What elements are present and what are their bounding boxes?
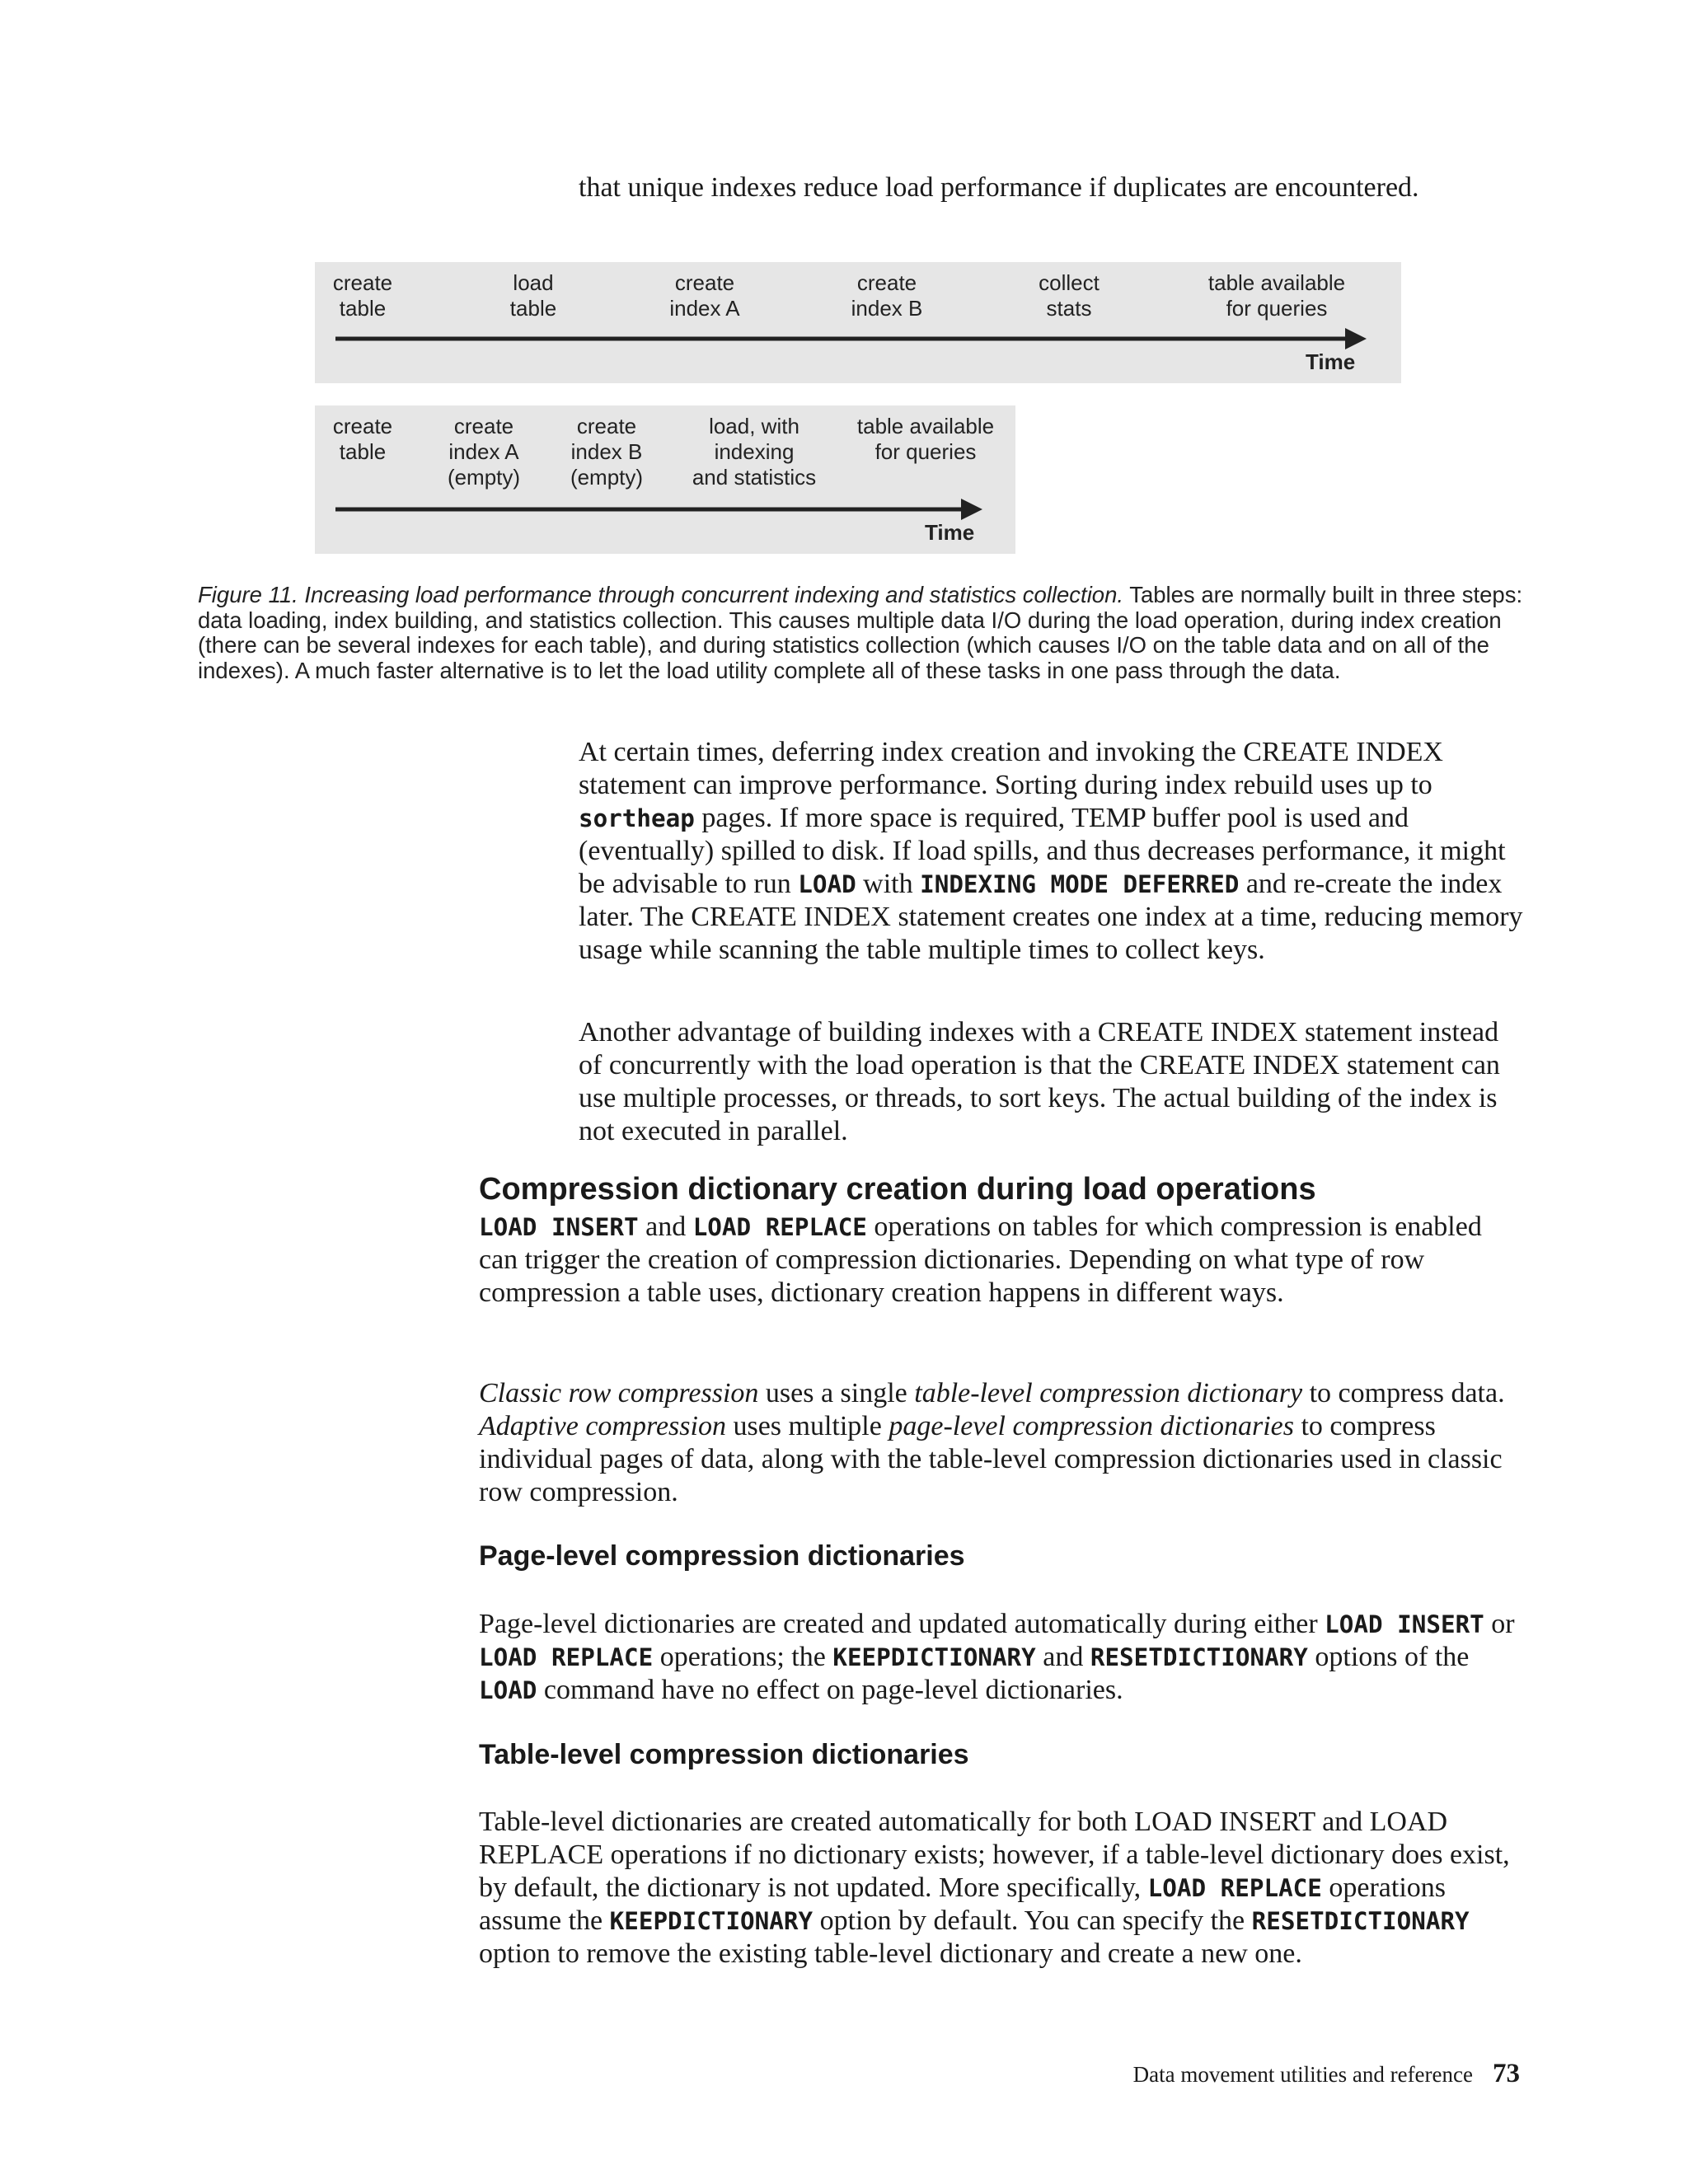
time-axis-label: Time — [925, 520, 975, 545]
time-arrow-icon — [315, 262, 1401, 383]
code-term: INDEXING MODE DEFERRED — [920, 870, 1240, 898]
code-term: RESETDICTIONARY — [1251, 1907, 1470, 1935]
footer-title: Data movement utilities and reference — [1132, 2062, 1473, 2087]
page-number: 73 — [1493, 2059, 1520, 2088]
intro-line: that unique indexes reduce load performance if duplicates are encountered. — [579, 172, 1419, 203]
paragraph: LOAD INSERT and LOAD REPLACE operations on tables for which compression is enabled can trigger the creation of compression dictionaries. Depending on what type of row compression a table uses, dictionary creation happens in different ways. — [479, 1212, 1482, 1308]
timeline2-step: create index A (empty) — [447, 414, 521, 490]
timeline1-step: table available for queries — [1207, 270, 1346, 321]
code-term: LOAD — [479, 1676, 537, 1704]
code-term: LOAD REPLACE — [692, 1213, 867, 1241]
timeline1-step: collect stats — [1039, 270, 1100, 321]
timeline-concurrent — [315, 405, 1015, 554]
emphasis-term: page-level compression dictionaries — [889, 1411, 1294, 1441]
subheading-table-level: Table-level compression dictionaries — [479, 1739, 969, 1770]
emphasis-term: table-level compression dictionary — [914, 1378, 1303, 1408]
figure-caption-text: Tables are normally built in three steps: data loading, index building, and statistics collection. This causes multiple data I/O during the load operation, during index creation (there can be several indexes for each table), and during statistics collection (which causes I/O on the table data and on all of the indexes). A much faster alternative is to let the load utility complete all of these tasks in one pass through the data. — [198, 582, 1523, 683]
timeline2-step: create table — [332, 414, 393, 464]
code-term: KEEPDICTIONARY — [609, 1907, 814, 1935]
code-term: LOAD — [798, 870, 856, 898]
timeline1-step: create table — [332, 270, 393, 321]
code-term: LOAD INSERT — [1325, 1610, 1484, 1638]
timeline2-step: load, with indexing and statistics — [692, 414, 817, 490]
figure-caption — [198, 583, 1533, 683]
section-heading: Compression dictionary creation during load operations — [479, 1172, 1316, 1207]
emphasis-term: Classic row compression — [479, 1378, 759, 1408]
code-term: sortheap — [579, 804, 695, 832]
subheading-page-level: Page-level compression dictionaries — [479, 1540, 965, 1572]
paragraph: Table-level dictionaries are created automatically for both LOAD INSERT and LOAD REPLACE operations if no dictionary exists; however, if a table-level dictionary does exist, by default, the dictionary is not updated. More specifically, LOAD REPLACE operations assume the KEEPDICTIONARY option by default. You can specify the RESETDICTIONARY option to remove the existing table-level dictionary and create a new one. — [479, 1807, 1510, 1969]
code-term: LOAD INSERT — [479, 1213, 639, 1241]
timeline1-step: create index B — [851, 270, 923, 321]
time-axis-label: Time — [1306, 349, 1356, 374]
figure-caption-title: Figure 11. Increasing load performance through concurrent indexing and statistics collection. — [198, 582, 1124, 607]
paragraph: Page-level dictionaries are created and updated automatically during either LOAD INSERT or LOAD REPLACE operations; the KEEPDICTIONARY and RESETDICTIONARY options of the LOAD command have no effect on page-level dictionaries. — [479, 1609, 1515, 1705]
emphasis-term: Adaptive compression — [479, 1411, 726, 1441]
paragraph: Another advantage of building indexes with a CREATE INDEX statement instead of concurrently with the load operation is that the CREATE INDEX statement can use multiple processes, or threads, to sort keys. The actual building of the index is not executed in parallel. — [579, 1017, 1500, 1146]
code-term: RESETDICTIONARY — [1090, 1643, 1308, 1671]
code-term: LOAD REPLACE — [1147, 1874, 1322, 1902]
timeline2-step: table available for queries — [856, 414, 995, 464]
time-arrow-icon — [315, 405, 1015, 554]
timeline2-step: create index B (empty) — [570, 414, 644, 490]
paragraph: At certain times, deferring index creation and invoking the CREATE INDEX statement can improve performance. Sorting during index rebuild uses up to sortheap pages. If more space is required, TEMP buffer pool is used and (eventually) spilled to disk. If load spills, and thus decreases performance, it might be advisable to run LOAD with INDEXING MODE DEFERRED and re-create the index later. The CREATE INDEX statement creates one index at a time, reducing memory usage while scanning the table multiple times to collect keys. — [579, 737, 1523, 965]
code-term: KEEPDICTIONARY — [832, 1643, 1036, 1671]
code-term: LOAD REPLACE — [479, 1643, 654, 1671]
page-footer — [1133, 2059, 1520, 2089]
timeline-sequential — [315, 262, 1401, 383]
paragraph: Classic row compression uses a single table-level compression dictionary to compress data. Adaptive compression uses multiple page-level compression dictionaries to compress individual pages of data, along with the table-level compression dictionaries used in classic row compression. — [479, 1378, 1505, 1507]
timeline1-step: load table — [509, 270, 557, 321]
timeline1-step: create index A — [669, 270, 740, 321]
